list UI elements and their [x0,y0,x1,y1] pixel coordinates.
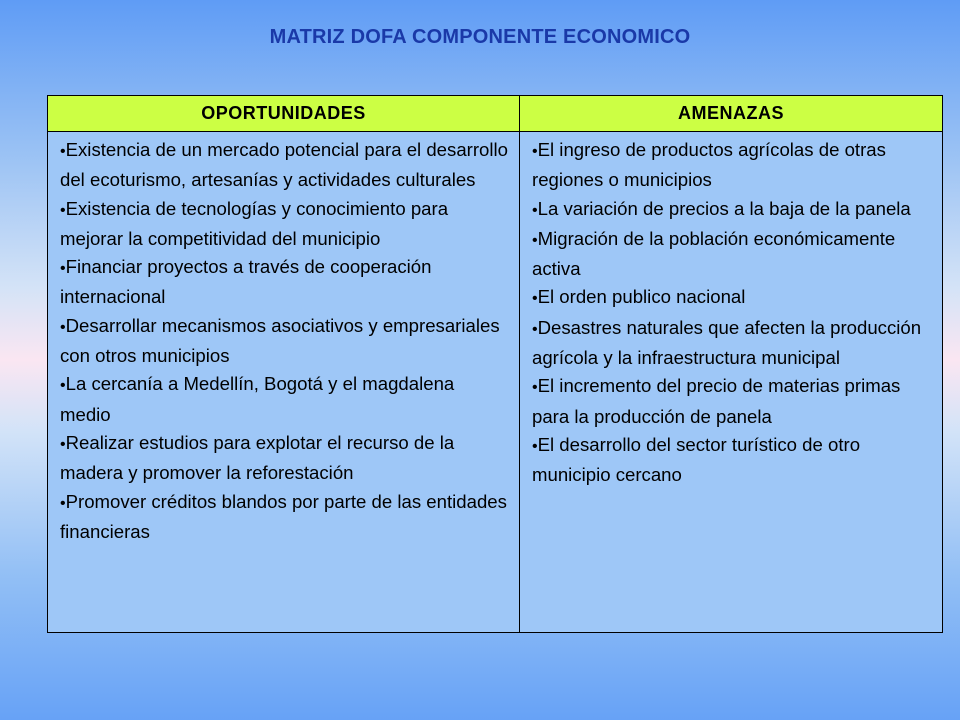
bullet-icon: • [60,143,66,160]
bullet-icon: • [60,435,66,453]
list-item-text: El incremento del precio de materias primas para la producción de panela [532,375,901,427]
list-item-text: La variación de precios a la baja de la panela [537,197,911,219]
header-amenazas: AMENAZAS [520,96,943,132]
bullet-icon: • [60,201,66,219]
list-item-text: Existencia de un mercado potencial para el desarrollo del ecoturismo, artesanías y actividades culturales [60,139,508,191]
bullet-icon: • [532,320,538,338]
bullet-icon: • [532,201,538,219]
list-item [60,370,509,429]
oportunidades-list [60,136,509,546]
list-item-text: Desastres naturales que afecten la producción agrícola y la infraestructura municipal [532,316,922,369]
content-row [48,132,943,633]
dofa-matrix-table [47,95,943,633]
list-item [60,429,509,488]
list-item-text: Financiar proyectos a través de cooperación internacional [60,256,432,308]
list-item-text: Realizar estudios para explotar el recurso de la madera y promover la reforestación [60,431,455,484]
list-item [532,431,932,490]
list-item-text: Promover créditos blandos por parte de las entidades financieras [60,490,507,542]
bullet-icon: • [60,377,66,395]
bullet-icon: • [60,494,66,512]
list-item-text: El orden publico nacional [537,286,746,308]
bullet-icon: • [532,379,538,397]
bullet-icon: • [532,437,538,455]
header-row [48,96,943,132]
list-item-text: Existencia de tecnologías y conocimiento para mejorar la competitividad del municipio [60,197,449,249]
list-item [532,136,932,195]
list-item [532,314,932,373]
header-oportunidades: OPORTUNIDADES [48,96,520,132]
list-item-text: El ingreso de productos agrícolas de otras regiones o municipios [532,139,886,191]
list-item [60,195,509,254]
list-item [60,488,509,547]
page-title: MATRIZ DOFA COMPONENTE ECONOMICO [269,26,691,48]
list-item [60,312,509,371]
list-item [60,136,509,195]
list-item [532,372,932,431]
bullet-icon: • [60,318,66,336]
amenazas-list [532,136,932,490]
list-item [532,225,932,284]
bullet-icon: • [532,143,538,160]
list-item [60,253,509,312]
list-item [532,195,932,225]
oportunidades-cell [48,132,520,633]
bullet-icon: • [532,290,538,308]
list-item-text: El desarrollo del sector turístico de otro municipio cercano [532,433,861,486]
list-item [532,283,932,313]
list-item-text: La cercanía a Medellín, Bogotá y el magdalena medio [60,373,455,425]
list-item-text: Migración de la población económicamente activa [532,227,896,280]
bullet-icon: • [532,231,538,249]
list-item-text: Desarrollar mecanismos asociativos y empresariales con otros municipios [60,314,500,367]
bullet-icon: • [60,260,66,278]
amenazas-cell [520,132,943,633]
